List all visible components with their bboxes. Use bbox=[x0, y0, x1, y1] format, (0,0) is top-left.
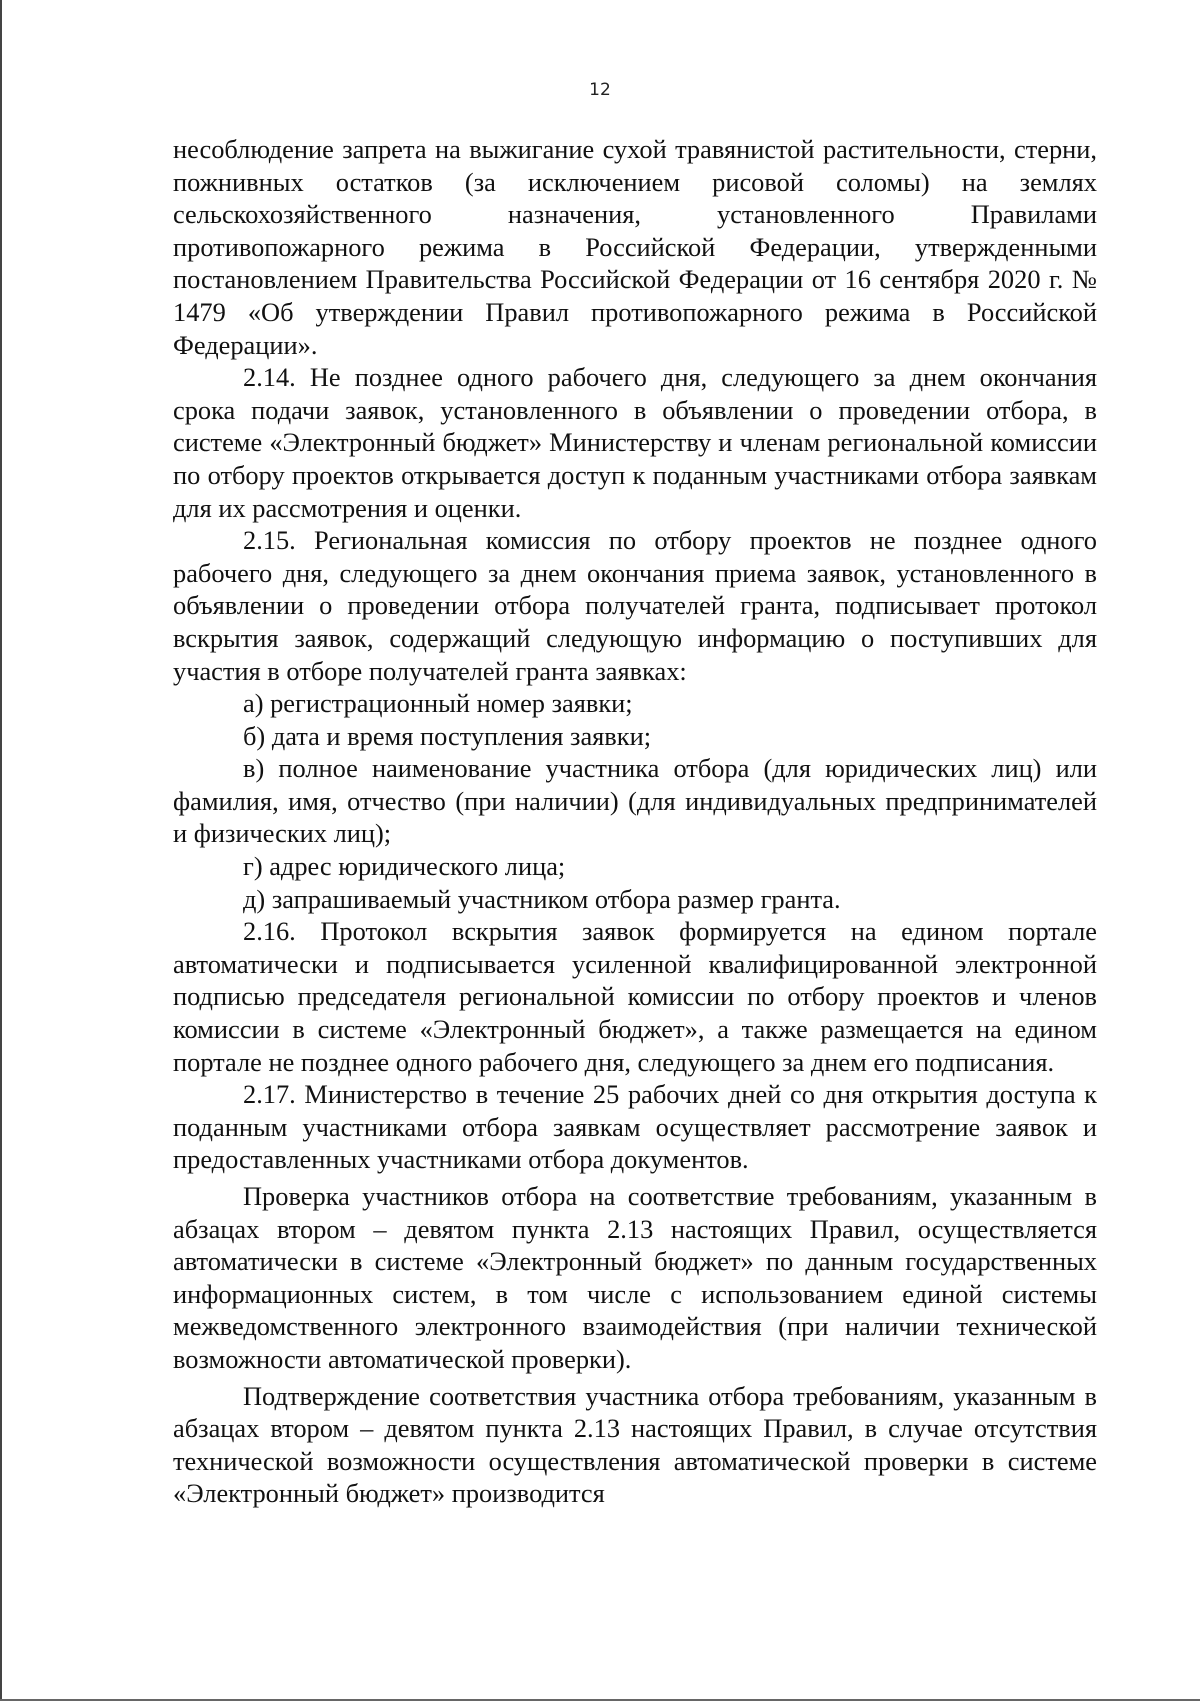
list-item-b: б) дата и время поступления заявки; bbox=[243, 720, 652, 751]
document-body bbox=[173, 133, 1097, 1510]
paragraph-2-15: 2.15. Региональная комиссия по отбору проектов не позднее одного рабочего дня, следующего за днем окончания приема заявок, установленного в объявлении о проведении отбора получателей гранта, подписывает протокол вскрытия заявок, содержащий следующую информацию о поступивших для участия в отборе получателей гранта заявках: bbox=[173, 525, 1097, 686]
page-number: 12 bbox=[589, 80, 611, 100]
list-item-v: в) полное наименование участника отбора (для юридических лиц) или фамилия, имя, отчество (при наличии) (для индивидуальных предпринимателей и физических лиц); bbox=[173, 753, 1097, 849]
paragraph-2-14: 2.14. Не позднее одного рабочего дня, следующего за днем окончания срока подачи заявок, установленного в объявлении о проведении отбора, в системе «Электронный бюджет» Министерству и членам региональной комиссии по отбору проектов открывается доступ к поданным участниками отбора заявкам для их рассмотрения и оценки. bbox=[173, 362, 1097, 523]
list-item-g: г) адрес юридического лица; bbox=[243, 851, 566, 882]
paragraph-confirmation: Подтверждение соответствия участника отбора требованиям, указанным в абзацах втором – девятом пункта 2.13 настоящих Правил, в случае отсутствия технической возможности осуществления автоматической проверки в системе «Электронный бюджет» производится bbox=[173, 1380, 1097, 1509]
list-item-a: а) регистрационный номер заявки; bbox=[243, 688, 633, 719]
paragraph-continuation: несоблюдение запрета на выжигание сухой травянистой растительности, стерни, пожнивных остатков (за исключением рисовой соломы) на землях сельскохозяйственного назначения, установленного Правилами противопожарного режима в Российской Федерации, утвержденными постановлением Правительства Российской Федерации от 16 сентября 2020 г. № 1479 «Об утверждении Правил противопожарного режима в Российской Федерации». bbox=[173, 134, 1097, 360]
scan-edge-left bbox=[0, 0, 2, 1701]
paragraph-2-17: 2.17. Министерство в течение 25 рабочих дней со дня открытия доступа к поданным участниками отбора заявкам осуществляет рассмотрение заявок и предоставленных участниками отбора документов. bbox=[173, 1079, 1097, 1175]
paragraph-2-16: 2.16. Протокол вскрытия заявок формируется на едином портале автоматически и подписывается усиленной квалифицированной электронной подписью председателя региональной комиссии по отбору проектов и членов комиссии в системе «Электронный бюджет», а также размещается на едином портале не позднее одного рабочего дня, следующего за днем его подписания. bbox=[173, 916, 1097, 1077]
paragraph-verification: Проверка участников отбора на соответствие требованиям, указанным в абзацах втором – девятом пункта 2.13 настоящих Правил, осуществляется автоматически в системе «Электронный бюджет» по данным государственных информационных систем, в том числе с использованием единой системы межведомственного электронного взаимодействия (при наличии технической возможности автоматической проверки). bbox=[173, 1181, 1097, 1374]
list-item-d: д) запрашиваемый участником отбора размер гранта. bbox=[243, 883, 841, 914]
